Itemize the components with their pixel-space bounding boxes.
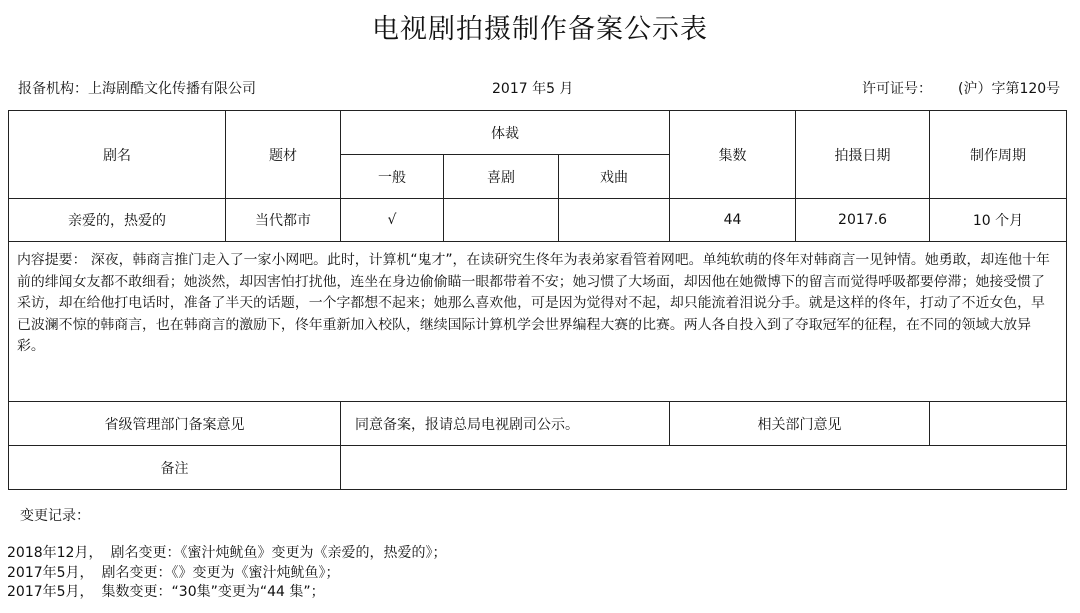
list-item (7, 564, 446, 584)
change-date: 2017年5月， (7, 564, 94, 581)
provincial-label: 省级管理部门备案意见 (9, 402, 341, 446)
cell-name: 亲爱的，热爱的 (9, 199, 226, 242)
header-cycle: 制作周期 (930, 111, 1067, 199)
cell-comedy (444, 199, 559, 242)
changes-list (7, 544, 446, 603)
synopsis-row (9, 242, 1067, 402)
changes-title: 变更记录： (20, 508, 90, 524)
synopsis-text: 内容提要： 深夜，韩商言推门走入了一家小网吧。此时，计算机“鬼才”，在读研究生佟年为表弟家看管着网吧。单纯软萌的佟年对韩商言一见钟情。她勇敢，却连他十年前的绯闻女友都不敢细看；她淡然，却因害怕打扰他，连坐在身边偷偷瞄一眼都带着不安；她习惯了大场面，却因他在她微博下的留言而觉得呼吸都要停滞；她接受惯了采访，却在给他打电话时，准备了半天的话题，一个字都想不起来；她那么喜欢他，可是因为觉得对不起，却只能流着泪说分手。就是这样的佟年，打动了不近女色，早已波澜不惊的韩商言，也在韩商言的激励下，佟年重新加入校队，继续国际计算机学会世界编程大赛的比赛。两人各自投入到了夺取冠军的征程，在不同的领域大放异彩。 (9, 242, 1067, 402)
related-opinion (930, 402, 1067, 446)
header-row-1 (9, 111, 1067, 155)
reporting-org: 报备机构：上海剧酷文化传播有限公司 (18, 81, 256, 97)
change-date: 2017年5月， (7, 584, 94, 600)
related-label: 相关部门意见 (670, 402, 930, 446)
cell-genre: 当代都市 (226, 199, 341, 242)
license-label: 许可证号： (862, 81, 932, 97)
table-row (9, 199, 1067, 242)
header-style-opera: 戏曲 (559, 155, 670, 199)
page-title: 电视剧拍摄制作备案公示表 (372, 14, 708, 45)
license-info (862, 80, 1060, 98)
license-number: (沪）字第120号 (958, 81, 1061, 97)
header-name: 剧名 (9, 111, 226, 199)
change-date: 2018年12月， (7, 545, 103, 561)
opinion-row (9, 402, 1067, 446)
report-date: 2017 年5 月 (492, 81, 574, 97)
header-genre: 题材 (226, 111, 341, 199)
cell-cycle: 10 个月 (930, 199, 1067, 242)
change-type: 剧名变更： (101, 564, 172, 581)
header-style: 体裁 (341, 111, 670, 155)
list-item (7, 583, 446, 603)
cell-episodes: 44 (670, 199, 796, 242)
header-shoot-date: 拍摄日期 (796, 111, 930, 199)
change-type: 剧名变更： (110, 545, 181, 561)
remark-value (341, 446, 1067, 490)
cell-general-check: √ (341, 199, 444, 242)
change-type: 集数变更： (101, 584, 172, 600)
provincial-opinion: 同意备案，报请总局电视剧司公示。 (341, 402, 670, 446)
change-content: 《》变更为《蜜汁炖鱿鱼》； (171, 564, 340, 581)
change-content: 《蜜汁炖鱿鱼》变更为《亲爱的，热爱的》； (180, 545, 447, 561)
cell-shoot-date: 2017.6 (796, 199, 930, 242)
header-episodes: 集数 (670, 111, 796, 199)
cell-opera (559, 199, 670, 242)
remark-label: 备注 (9, 446, 341, 490)
filing-table (8, 110, 1067, 490)
list-item (7, 544, 446, 564)
change-content: “30集”变更为“44 集”； (171, 584, 325, 600)
header-style-general: 一般 (341, 155, 444, 199)
remark-row (9, 446, 1067, 490)
header-style-comedy: 喜剧 (444, 155, 559, 199)
